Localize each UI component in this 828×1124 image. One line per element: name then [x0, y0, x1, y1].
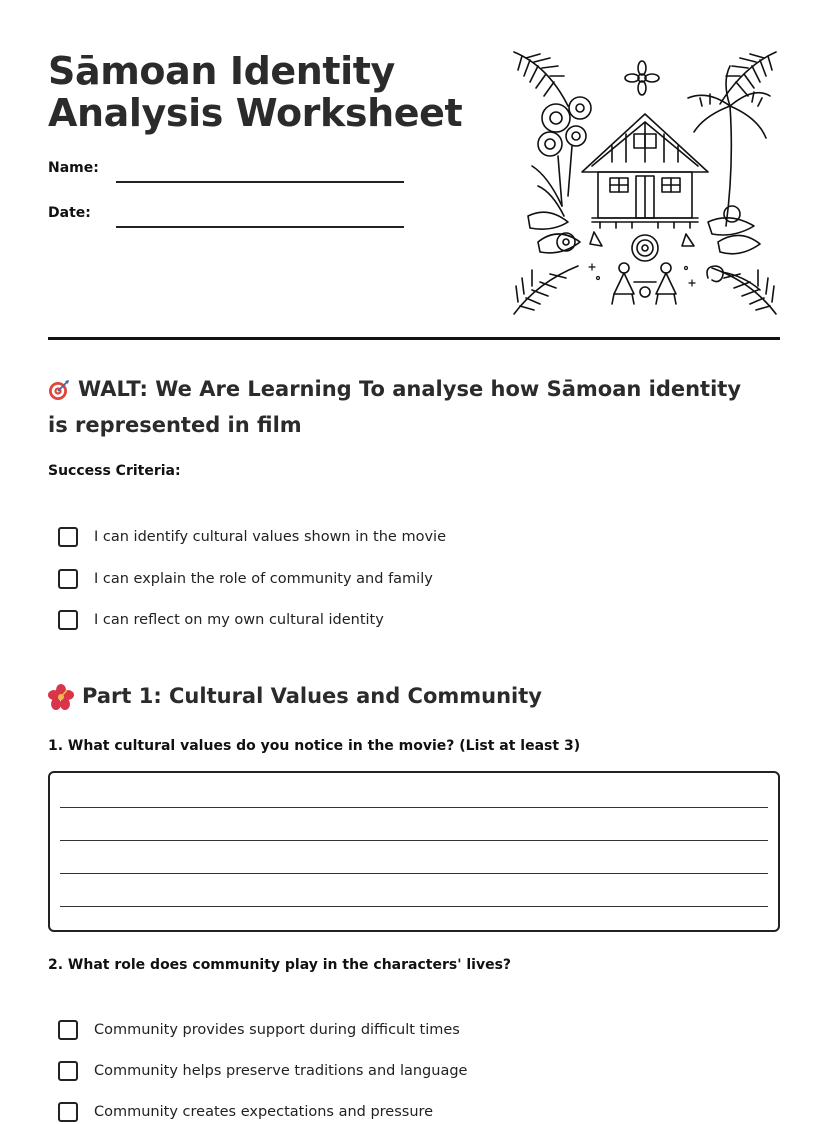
flower-cluster-left	[532, 97, 591, 216]
sun-motif	[632, 235, 658, 261]
answer-line	[60, 906, 768, 907]
fern-top-left	[514, 52, 568, 106]
criteria-item[interactable]	[58, 567, 433, 591]
date-label: Date:	[48, 205, 91, 221]
title-line-2: Analysis Worksheet	[48, 91, 463, 135]
checkbox[interactable]	[58, 1102, 78, 1122]
checkbox[interactable]	[58, 569, 78, 589]
fern-bottom-right	[712, 268, 776, 314]
part1-heading: Part 1: Cultural Values and Community	[82, 684, 542, 708]
two-figures	[612, 263, 676, 304]
answer-line	[60, 840, 768, 841]
q2-option[interactable]	[58, 1018, 460, 1042]
question-1: 1. What cultural values do you notice in the movie? (List at least 3)	[48, 738, 581, 754]
question-2: 2. What role does community play in the characters' lives?	[48, 957, 512, 973]
date-field[interactable]	[116, 226, 404, 228]
worksheet-title	[48, 50, 468, 134]
answer-box-q1[interactable]	[48, 771, 780, 932]
criteria-item[interactable]	[58, 608, 384, 632]
walt-heading-block	[48, 371, 768, 443]
criteria-text: I can explain the role of community and family	[94, 571, 433, 587]
fale-house	[582, 114, 708, 228]
checkbox[interactable]	[58, 1020, 78, 1040]
q2-option[interactable]	[58, 1100, 433, 1124]
fale-illustration	[508, 46, 782, 320]
fern-top-right	[720, 52, 776, 104]
walt-heading: WALT: We Are Learning To analyse how Sāmoan identity is represented in film	[48, 377, 742, 437]
part1-heading-block	[48, 678, 768, 714]
top-flower	[625, 61, 659, 95]
answer-line	[60, 873, 768, 874]
checkbox[interactable]	[58, 527, 78, 547]
answer-line	[60, 807, 768, 808]
name-field[interactable]	[116, 181, 404, 183]
success-criteria-label: Success Criteria:	[48, 463, 181, 479]
q2-option[interactable]	[58, 1059, 467, 1083]
criteria-text: I can reflect on my own cultural identity	[94, 612, 384, 628]
fern-bottom-left	[514, 266, 578, 314]
hibiscus-flower-icon	[48, 684, 74, 710]
checkbox[interactable]	[58, 610, 78, 630]
name-label: Name:	[48, 160, 99, 176]
q2-option-text: Community creates expectations and pressure	[94, 1104, 434, 1120]
header-divider	[48, 337, 780, 340]
q2-option-text: Community helps preserve traditions and language	[94, 1063, 468, 1079]
criteria-text: I can identify cultural values shown in the movie	[94, 529, 446, 545]
criteria-item[interactable]	[58, 525, 446, 549]
dart-target-icon	[48, 379, 70, 401]
checkbox[interactable]	[58, 1061, 78, 1081]
title-line-1: Sāmoan Identity	[48, 49, 395, 93]
q2-option-text: Community provides support during difficult times	[94, 1022, 460, 1038]
